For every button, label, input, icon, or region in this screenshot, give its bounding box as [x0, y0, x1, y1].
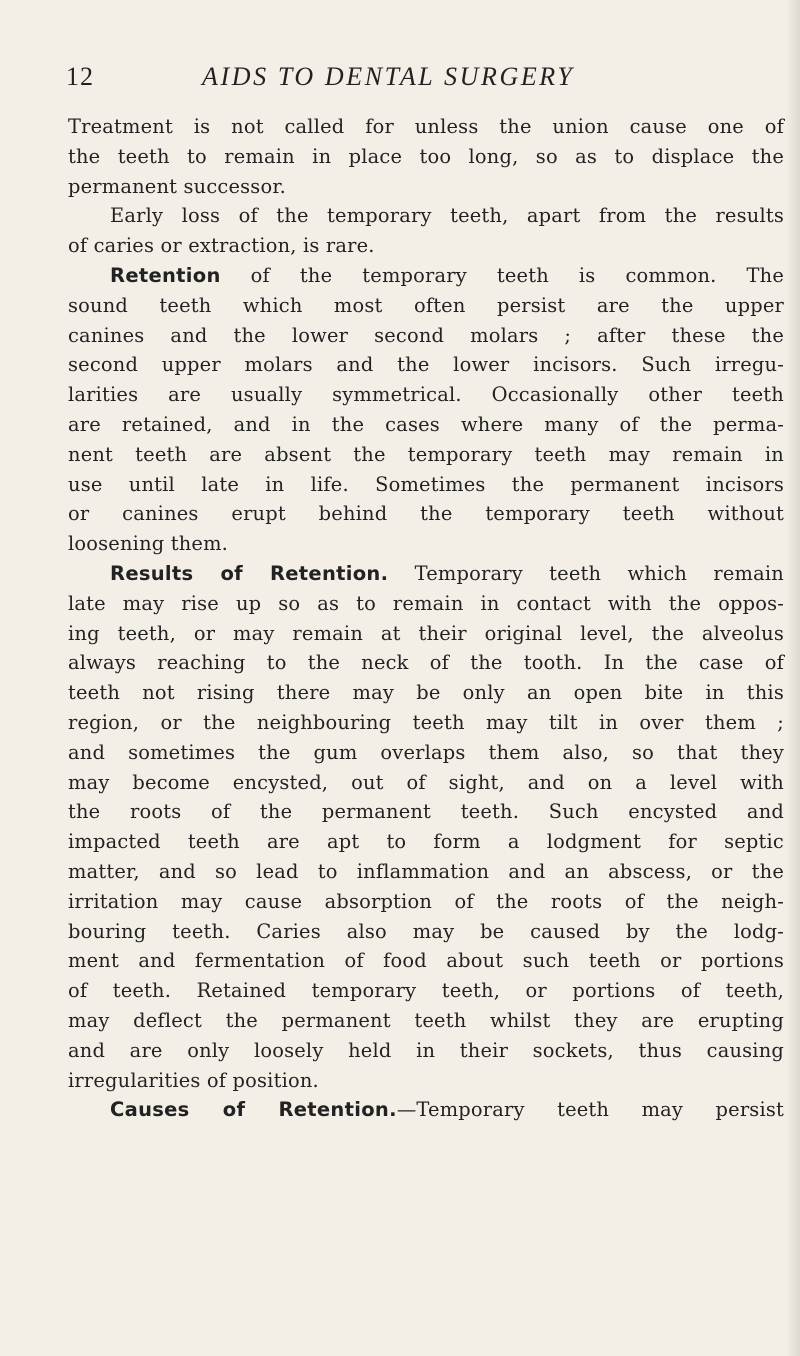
text-line: canines and the lower second molars ; after these the — [68, 323, 784, 347]
running-title: AIDS TO DENTAL SURGERY — [202, 62, 575, 91]
heading-retention: Retention — [110, 263, 221, 287]
text-line: teeth not rising there may be only an open bite in this — [68, 681, 784, 705]
text-line: permanent successor. — [68, 174, 287, 198]
text-line: loosening them. — [68, 532, 229, 556]
text-line: late may rise up so as to remain in contact with the oppos- — [68, 591, 784, 615]
text-line: Treatment is not called for unless the union cause one of — [68, 115, 784, 138]
text-line: nent teeth are absent the temporary teeth may remain in — [68, 442, 784, 466]
page-number: 12 — [66, 62, 94, 91]
text-line: use until late in life. Sometimes the permanent incisors — [68, 472, 784, 496]
text-line: ment and fermentation of food about such teeth or portions — [68, 949, 784, 973]
text-line: and are only loosely held in their sockets, thus causing — [68, 1038, 784, 1062]
text-line: are retained, and in the cases where many of the perma- — [68, 412, 784, 436]
text-line — [68, 261, 784, 291]
text-line: and sometimes the gum overlaps them also, so that they — [68, 740, 784, 764]
text-line — [68, 1095, 784, 1125]
text-line: irregularities of position. — [68, 1068, 319, 1092]
text-line — [68, 559, 784, 589]
text-line: impacted teeth are apt to form a lodgment for septic — [68, 830, 784, 854]
text-line: bouring teeth. Caries also may be caused by the lodg- — [68, 919, 784, 943]
text-line: irritation may cause absorption of the roots of the neigh- — [68, 889, 784, 913]
text-line: the teeth to remain in place too long, so as to displace the — [68, 144, 784, 168]
text-line: may become encysted, out of sight, and on a level with — [68, 770, 784, 794]
text-line: matter, and so lead to inflammation and an abscess, or the — [68, 859, 784, 883]
text-run: Temporary teeth which remain — [388, 561, 784, 585]
text-line: may deflect the permanent teeth whilst they are erupting — [68, 1008, 784, 1032]
text-line: region, or the neighbouring teeth may tilt in over them ; — [68, 710, 784, 734]
text-line: second upper molars and the lower incisors. Such irregu- — [68, 353, 784, 377]
text-line: of caries or extraction, is rare. — [68, 234, 375, 258]
heading-causes-of-retention: Causes of Retention. — [110, 1098, 397, 1122]
text-line: always reaching to the neck of the tooth. In the case of — [68, 651, 784, 675]
text-line: or canines erupt behind the temporary teeth without — [68, 502, 784, 526]
text-line: the roots of the permanent teeth. Such encysted and — [68, 800, 784, 824]
page-edge-shadow — [786, 0, 800, 1356]
text-line: of teeth. Retained temporary teeth, or portions of teeth, — [68, 979, 784, 1003]
heading-results-of-retention: Results of Retention. — [110, 561, 389, 585]
text-line: Early loss of the temporary teeth, apart from the results — [110, 204, 784, 228]
body-text — [68, 112, 784, 1125]
text-line: sound teeth which most often persist are the upper — [68, 293, 784, 317]
page-header — [0, 60, 800, 94]
text-run: —Temporary teeth may persist — [396, 1098, 784, 1122]
text-line: larities are usually symmetrical. Occasionally other teeth — [68, 383, 784, 407]
text-line: ing teeth, or may remain at their original level, the alveolus — [68, 621, 784, 645]
text-run: of the temporary teeth is common. The — [220, 263, 784, 287]
